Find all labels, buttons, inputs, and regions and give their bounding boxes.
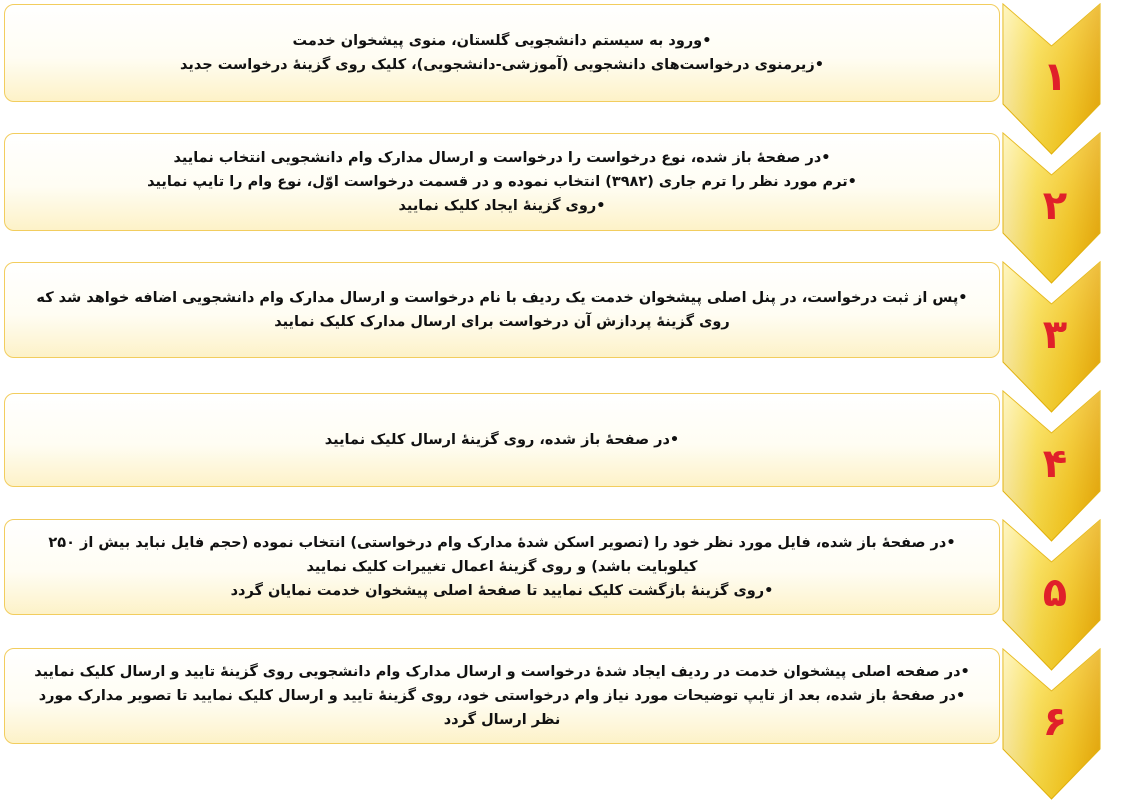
- step-box-4: [4, 393, 1000, 487]
- step-number-2: ۲: [1042, 183, 1068, 229]
- step-6-line-1: •در صفحه اصلی پیشخوان خدمت در ردیف ایجاد شدهٔ درخواست و ارسال مدارک وام دانشجویی روی گزینهٔ تایید و ارسال کلیک نمایید: [34, 664, 970, 680]
- step-4-line-1: •در صفحهٔ باز شده، روی گزینهٔ ارسال کلیک نمایید: [324, 432, 680, 448]
- step-box-2: [4, 133, 1000, 231]
- step-box-3: [4, 262, 1000, 358]
- step-number-3: ۳: [1042, 312, 1068, 358]
- step-5-line-1: •در صفحهٔ باز شده، فایل مورد نظر خود را (تصویر اسکن شدهٔ مدارک وام درخواستی) انتخاب نموده (حجم فایل نباید بیش از ۲۵۰ کیلوبایت باشد) و روی گزینهٔ اعمال تغییرات کلیک نمایید: [48, 535, 956, 575]
- step-2-line-3: •روی گزینهٔ ایجاد کلیک نمایید: [398, 198, 606, 214]
- step-2-line-2: •ترم مورد نظر را ترم جاری (۳۹۸۲) انتخاب نموده و در قسمت درخواست اوّل، نوع وام را تایپ نمایید: [147, 174, 857, 190]
- step-5-line-2: •روی گزینهٔ بازگشت کلیک نمایید تا صفحهٔ اصلی پیشخوان خدمت نمایان گردد: [230, 583, 774, 599]
- step-box-1: [4, 4, 1000, 102]
- step-box-5: [4, 519, 1000, 615]
- step-2-line-1: •در صفحهٔ باز شده، نوع درخواست را درخواست و ارسال مدارک وام دانشجویی انتخاب نمایید: [173, 150, 831, 166]
- step-number-5: ۵: [1042, 570, 1068, 616]
- step-1-line-1: •ورود به سیستم دانشجویی گلستان، منوی پیشخوان خدمت: [292, 33, 712, 49]
- step-number-4: ۴: [1042, 441, 1068, 487]
- step-number-6: ۶: [1042, 699, 1068, 745]
- step-3-line-1: •پس از ثبت درخواست، در پنل اصلی پیشخوان خدمت یک ردیف با نام درخواست و ارسال مدارک وام دانشجویی اضافه خواهد شد که روی گزینهٔ پردازش آن درخواست برای ارسال مدارک کلیک نمایید: [36, 290, 968, 330]
- step-box-6: [4, 648, 1000, 744]
- step-number-1: ۱: [1042, 54, 1068, 100]
- step-1-line-2: •زیرمنوی درخواست‌های دانشجویی (آموزشی-دانشجویی)، کلیک روی گزینهٔ درخواست جدید: [180, 57, 824, 73]
- step-6-line-2: •در صفحهٔ باز شده، بعد از تایپ توضیحات مورد نیاز وام درخواستی خود، روی گزینهٔ تایید و ارسال کلیک نمایید تا تصویر مدارک مورد نظر ارسال گردد: [38, 688, 966, 728]
